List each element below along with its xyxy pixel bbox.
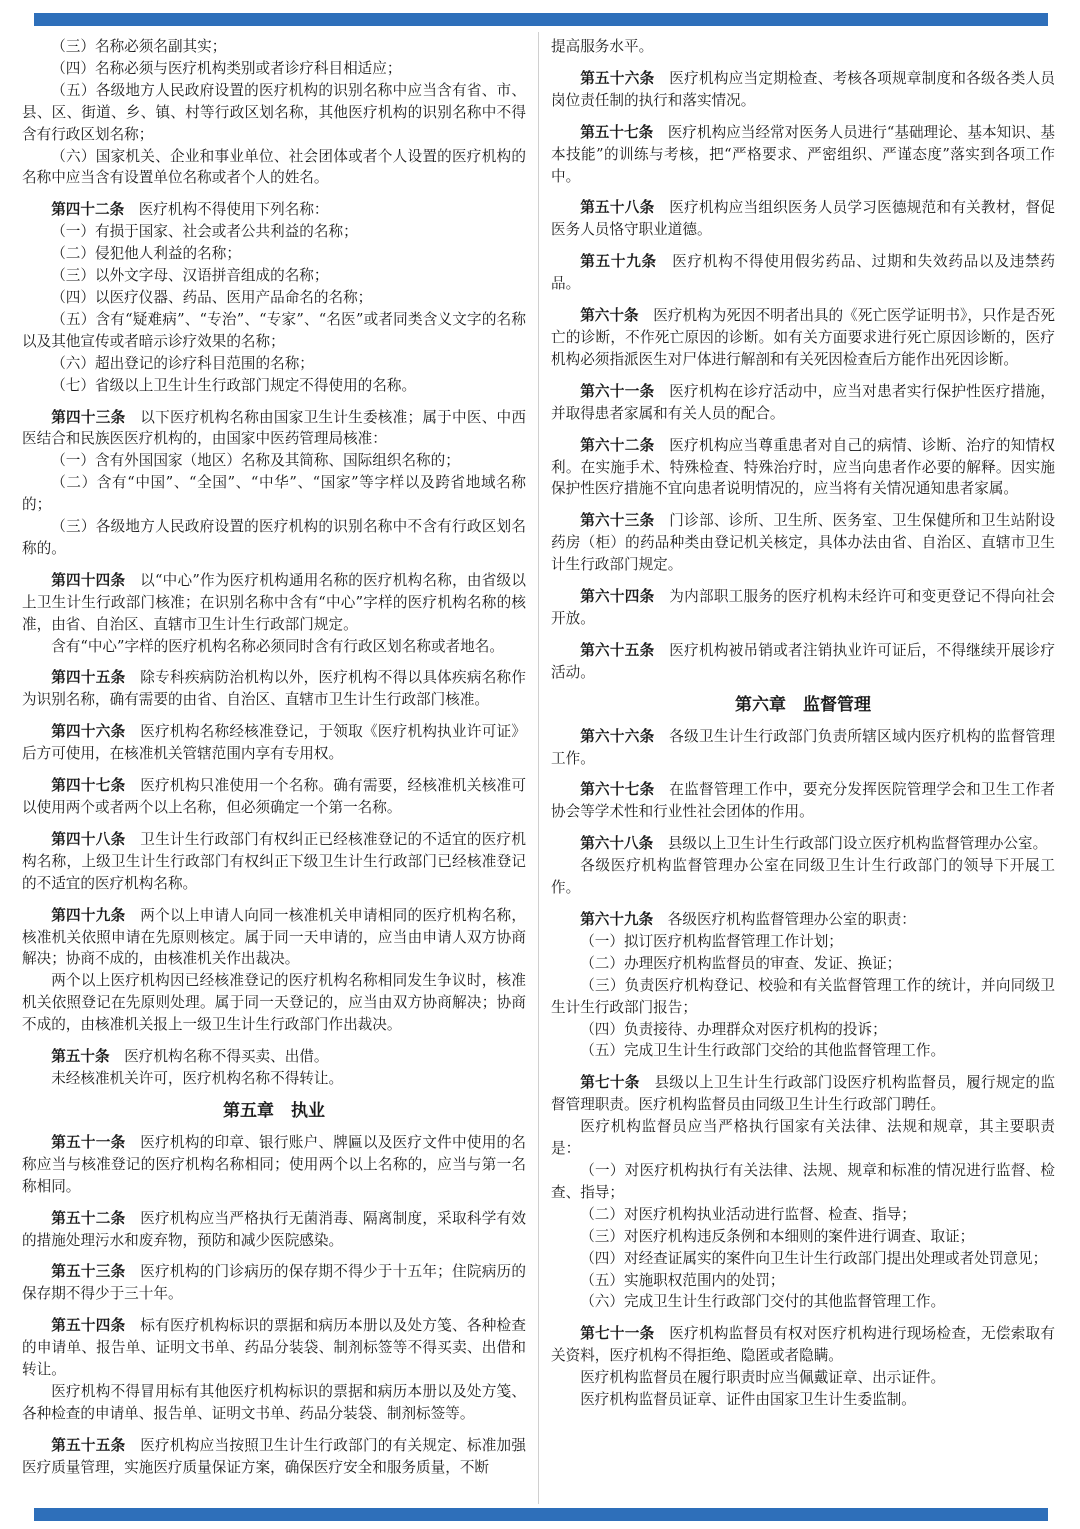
clause-item: （二）侵犯他人利益的名称； — [51, 245, 241, 263]
article-number: 第五十三条 — [51, 1263, 126, 1281]
article-text: 医疗机构的印章、银行账户、牌匾以及医疗文件中使用的名称应当与核准登记的医疗机构名称相同；使用两个以上名称的，应当与第一名称相同。 — [22, 1133, 526, 1195]
article-text: 医疗机构应当尊重患者对自己的病情、诊断、治疗的知情权利。在实施手术、特殊检查、特殊治疗时，应当向患者作必要的解释。因实施保护性医疗措施不宜向患者说明情况的，应当将有关情况通知患者家属。 — [551, 436, 1055, 498]
article-paragraph — [551, 1323, 1055, 1367]
article-text: 门诊部、诊所、卫生所、医务室、卫生保健所和卫生站附设药房（柜）的药品种类由登记机关核定，具体办法由省、自治区、直辖市卫生计生行政部门规定。 — [551, 512, 1055, 574]
article — [22, 829, 526, 895]
article-text: 医疗机构不得使用下列名称： — [138, 201, 329, 219]
clause-item: （五）各级地方人民政府设置的医疗机构的识别名称中应当含有省、市、县、区、街道、乡、镇、村等行政区划名称，其他医疗机构的识别名称中不得含有行政区划名称； — [22, 81, 526, 143]
article-number: 第六十一条 — [580, 382, 655, 400]
article-number: 第六十七条 — [580, 781, 655, 799]
chapter-heading: 第五章 执业 — [223, 1100, 325, 1121]
article-paragraph — [551, 68, 1055, 112]
article-text: 标有医疗机构标识的票据和病历本册以及处方笺、各种检查的申请单、报告单、证明文书单、药品分装袋、制剂标签等不得买卖、出借和转让。 — [22, 1317, 526, 1379]
article-paragraph — [551, 909, 1055, 931]
article-text: 医疗机构应当按照卫生计生行政部门的有关规定、标准加强医疗质量管理，实施医疗质量保证方案，确保医疗安全和服务质量，不断 — [22, 1436, 526, 1476]
article — [551, 68, 1055, 112]
clause-item: （一）对医疗机构执行有关法律、法规、规章和标准的情况进行监督、检查、指导； — [551, 1161, 1055, 1201]
article-number: 第六十四条 — [580, 588, 655, 606]
clause-item: 提高服务水平。 — [551, 38, 654, 55]
article-text: 卫生计生行政部门有权纠正已经核准登记的不适宜的医疗机构名称，上级卫生计生行政部门有权纠正下级卫生计生行政部门已经核准登记的不适宜的医疗机构名称。 — [22, 830, 526, 892]
article-text: 医疗机构应当严格执行无菌消毒、隔离制度，采取科学有效的措施处理污水和废弃物，预防和减少医院感染。 — [22, 1209, 526, 1249]
clause-item: （六）国家机关、企业和事业单位、社会团体或者个人设置的医疗机构的名称中应当含有设置单位名称或者个人的姓名。 — [22, 147, 526, 187]
article-number: 第四十八条 — [51, 830, 126, 848]
article-number: 第四十三条 — [51, 408, 126, 426]
article-text: 在监督管理工作中，要充分发挥医院管理学会和卫生工作者协会等学术性和行业性社会团体的作用。 — [551, 781, 1055, 821]
article — [551, 1072, 1055, 1313]
article-number: 第七十条 — [580, 1074, 640, 1092]
article — [551, 381, 1055, 425]
bottom-decor-bar — [34, 1508, 1048, 1521]
article-paragraph — [551, 510, 1055, 576]
article-text: 县级以上卫生计生行政部门设立医疗机构监督管理办公室。 — [667, 835, 1048, 853]
article-text: 医疗机构被吊销或者注销执业许可证后，不得继续开展诊疗活动。 — [551, 641, 1055, 681]
article-paragraph — [551, 586, 1055, 630]
clause-item: （三）对医疗机构违反条例和本细则的案件进行调查、取证； — [580, 1227, 975, 1245]
clause-item: 医疗机构监督员应当严格执行国家有关法律、法规和规章，其主要职责是： — [551, 1118, 1055, 1158]
article-paragraph — [22, 905, 526, 971]
clause-item: （四）对经查证属实的案件向卫生计生行政部门提出处理或者处罚意见； — [580, 1249, 1048, 1267]
article-text: 以下医疗机构名称由国家卫生计生委核准；属于中医、中西医结合和民族医医疗机构的，由国家中医药管理局核准： — [22, 408, 526, 448]
article — [22, 570, 526, 658]
article — [22, 1435, 526, 1479]
article-text: 医疗机构应当组织医务人员学习医德规范和有关教材，督促医务人员恪守职业道德。 — [551, 199, 1055, 239]
article — [22, 1046, 526, 1090]
column-divider — [538, 32, 539, 1504]
continued-text — [551, 36, 1055, 58]
article-number: 第六十三条 — [580, 512, 655, 530]
article — [22, 775, 526, 819]
clause-item: 两个以上医疗机构因已经核准登记的医疗机构名称相同发生争议时，核准机关依照登记在先原则处理。属于同一天登记的，应当由双方协商解决；协商不成的，由核准机关报上一级卫生计生行政部门作出裁决。 — [22, 972, 526, 1034]
clause-item: （五）完成卫生计生行政部门交给的其他监督管理工作。 — [580, 1042, 946, 1060]
article — [22, 1132, 526, 1198]
clause-item: （一）含有外国国家（地区）名称及其简称、国际组织名称的； — [51, 452, 460, 470]
article-paragraph — [551, 197, 1055, 241]
article-number: 第六十二条 — [580, 436, 655, 454]
article — [551, 251, 1055, 295]
article — [22, 667, 526, 711]
clause-item: （四）负责接待、办理群众对医疗机构的投诉； — [580, 1020, 887, 1038]
article-paragraph — [551, 726, 1055, 770]
clause-item: （六）超出登记的诊疗科目范围的名称； — [51, 354, 314, 372]
article-text: 县级以上卫生计生行政部门设医疗机构监督员，履行规定的监督管理职责。医疗机构监督员由同级卫生计生行政部门聘任。 — [551, 1074, 1055, 1114]
article-number: 第五十九条 — [580, 253, 657, 271]
article-text: 医疗机构监督员有权对医疗机构进行现场检查，无偿索取有关资料，医疗机构不得拒绝、隐匿或者隐瞒。 — [551, 1325, 1055, 1365]
article-number: 第五十七条 — [580, 123, 654, 141]
article-text: 为内部职工服务的医疗机构未经许可和变更登记不得向社会开放。 — [551, 588, 1055, 627]
clause-item: 含有“中心”字样的医疗机构名称必须同时含有行政区划名称或者地名。 — [51, 637, 504, 655]
clause-item: （三）以外文字母、汉语拼音组成的名称； — [51, 267, 329, 285]
article-number: 第五十六条 — [580, 69, 655, 87]
clause-item: （六）完成卫生计生行政部门交付的其他监督管理工作。 — [580, 1293, 946, 1311]
article — [22, 905, 526, 1036]
article-paragraph — [551, 122, 1055, 188]
article-paragraph — [551, 833, 1055, 855]
article — [22, 1261, 526, 1305]
article-paragraph — [551, 381, 1055, 425]
article — [22, 721, 526, 765]
article-paragraph — [22, 570, 526, 636]
article-number: 第四十九条 — [51, 906, 126, 924]
article-number: 第五十五条 — [51, 1436, 126, 1454]
top-decor-bar — [34, 13, 1048, 26]
article-paragraph — [551, 640, 1055, 684]
article-paragraph — [22, 721, 526, 765]
clause-item: （三）名称必须名副其实； — [51, 38, 227, 55]
article-number: 第七十一条 — [580, 1325, 655, 1343]
article-paragraph — [22, 1315, 526, 1381]
article — [551, 726, 1055, 770]
article-number: 第五十四条 — [51, 1317, 126, 1335]
article — [551, 435, 1055, 501]
article-paragraph — [22, 407, 526, 451]
article-text: 医疗机构名称不得买卖、出借。 — [124, 1048, 329, 1066]
article — [551, 1323, 1055, 1411]
clause-item: （五）实施职权范围内的处罚； — [580, 1271, 785, 1289]
clause-item: （三）各级地方人民政府设置的医疗机构的识别名称中不含有行政区划名称的。 — [22, 518, 526, 557]
article-number: 第五十二条 — [51, 1209, 126, 1227]
article-text: 医疗机构应当定期检查、考核各项规章制度和各级各类人员岗位责任制的执行和落实情况。 — [551, 69, 1055, 109]
article-paragraph — [551, 305, 1055, 371]
article — [551, 510, 1055, 576]
clause-item: 各级医疗机构监督管理办公室在同级卫生计生行政部门的领导下开展工作。 — [551, 857, 1055, 897]
article-number: 第四十四条 — [51, 571, 126, 589]
article-text: 两个以上申请人向同一核准机关申请相同的医疗机构名称，核准机关依照申请在先原则核定。属于同一天申请的，应当由申请人双方协商解决；协商不成的，由核准机关作出裁决。 — [22, 906, 526, 968]
clause-item: 医疗机构不得冒用标有其他医疗机构标识的票据和病历本册以及处方笺、各种检查的申请单、报告单、证明文书单、药品分装袋、制剂标签等。 — [22, 1382, 526, 1422]
article — [551, 197, 1055, 241]
article-paragraph — [22, 1208, 526, 1252]
article-text: 各级卫生计生行政部门负责所辖区域内医疗机构的监督管理工作。 — [551, 727, 1055, 767]
article-number: 第六十条 — [580, 307, 639, 325]
article-number: 第六十八条 — [580, 835, 654, 853]
clause-item: （二）对医疗机构执业活动进行监督、检查、指导； — [580, 1205, 916, 1223]
article-number: 第五十条 — [51, 1048, 110, 1066]
article-number: 第六十五条 — [580, 641, 655, 659]
article-paragraph — [22, 829, 526, 895]
article-paragraph — [22, 1435, 526, 1479]
clause-item: 未经核准机关许可，医疗机构名称不得转让。 — [51, 1069, 344, 1087]
clause-item: （一）拟订医疗机构监督管理工作计划； — [580, 932, 843, 950]
article — [551, 833, 1055, 899]
article-paragraph — [551, 779, 1055, 823]
article-paragraph — [22, 199, 526, 221]
chapter-heading: 第六章 监督管理 — [735, 694, 871, 715]
article-number: 第五十一条 — [51, 1133, 126, 1151]
article-text: 医疗机构名称经核准登记，于领取《医疗机构执业许可证》后方可使用，在核准机关管辖范围内享有专用权。 — [22, 723, 526, 763]
article-number: 第四十七条 — [51, 777, 126, 795]
article-text: 医疗机构只准使用一个名称。确有需要，经核准机关核准可以使用两个或者两个以上名称，但必须确定一个第一名称。 — [22, 777, 526, 816]
article — [551, 586, 1055, 630]
clause-item: （七）省级以上卫生计生行政部门规定不得使用的名称。 — [51, 376, 417, 394]
article — [22, 1315, 526, 1425]
article-text: 以“中心”作为医疗机构通用名称的医疗机构名称，由省级以上卫生计生行政部门核准；在识别名称中含有“中心”字样的医疗机构名称的核准，由省、自治区、直辖市卫生计生行政部门规定。 — [22, 571, 526, 633]
article — [551, 305, 1055, 371]
article-text: 医疗机构应当经常对医务人员进行“基础理论、基本知识、基本技能”的训练与考核，把“严格要求、严密组织、严谨态度”落实到各项工作中。 — [551, 123, 1055, 185]
article-paragraph — [551, 251, 1055, 295]
clause-item: （四）以医疗仪器、药品、医用产品命名的名称； — [51, 288, 373, 306]
article-number: 第六十六条 — [580, 727, 655, 745]
clause-item: （五）含有“疑难病”、“专治”、“专家”、“名医”或者同类含义文字的名称以及其他宣传或者暗示诊疗效果的名称； — [22, 310, 526, 350]
clause-item: （二）含有“中国”、“全国”、“中华”、“国家”等字样以及跨省地域名称的； — [22, 474, 526, 514]
clause-item: 医疗机构监督员在履行职责时应当佩戴证章、出示证件。 — [580, 1369, 946, 1387]
continued-text — [22, 36, 526, 189]
article-paragraph — [551, 435, 1055, 501]
article-number: 第四十二条 — [51, 201, 125, 219]
article-number: 第四十六条 — [51, 723, 126, 741]
clause-item: 医疗机构监督员证章、证件由国家卫生计生委监制。 — [580, 1391, 916, 1409]
right-column — [551, 36, 1055, 1506]
article-text: 除专科疾病防治机构以外，医疗机构不得以具体疾病名称作为识别名称，确有需要的由省、自治区、直辖市卫生计生行政部门核准。 — [22, 669, 526, 709]
article — [551, 779, 1055, 823]
article-paragraph — [22, 667, 526, 711]
article-number: 第五十八条 — [580, 199, 655, 217]
left-column — [22, 36, 526, 1506]
article-text: 医疗机构在诊疗活动中，应当对患者实行保护性医疗措施，并取得患者家属和有关人员的配合。 — [551, 382, 1055, 422]
article — [22, 1208, 526, 1252]
clause-item: （二）办理医疗机构监督员的审查、发证、换证； — [580, 954, 902, 972]
article — [22, 199, 526, 396]
article-text: 医疗机构的门诊病历的保存期不得少于十五年；住院病历的保存期不得少于三十年。 — [22, 1263, 526, 1303]
article-text: 医疗机构为死因不明者出具的《死亡医学证明书》，只作是否死亡的诊断，不作死亡原因的诊断。如有关方面要求进行死亡原因诊断的，医疗机构必须指派医生对尸体进行解剖和有关死因检查后方能作出死因诊断。 — [551, 307, 1055, 368]
article — [551, 122, 1055, 188]
article-paragraph — [22, 1261, 526, 1305]
article-number: 第六十九条 — [580, 911, 654, 928]
article — [22, 407, 526, 560]
article-text: 医疗机构不得使用假劣药品、过期和失效药品以及违禁药品。 — [551, 253, 1055, 293]
clause-item: （四）名称必须与医疗机构类别或者诊疗科目相适应； — [51, 59, 402, 77]
clause-item: （三）负责医疗机构登记、校验和有关监督管理工作的统计，并向同级卫生计生行政部门报告； — [551, 976, 1055, 1016]
article-paragraph — [551, 1072, 1055, 1116]
article-paragraph — [22, 1046, 526, 1068]
article-paragraph — [22, 1132, 526, 1198]
article-text: 各级医疗机构监督管理办公室的职责： — [667, 911, 916, 928]
article-number: 第四十五条 — [51, 669, 126, 687]
clause-item: （一）有损于国家、社会或者公共利益的名称； — [51, 223, 358, 241]
article-paragraph — [22, 775, 526, 819]
article — [551, 909, 1055, 1062]
article — [551, 640, 1055, 684]
